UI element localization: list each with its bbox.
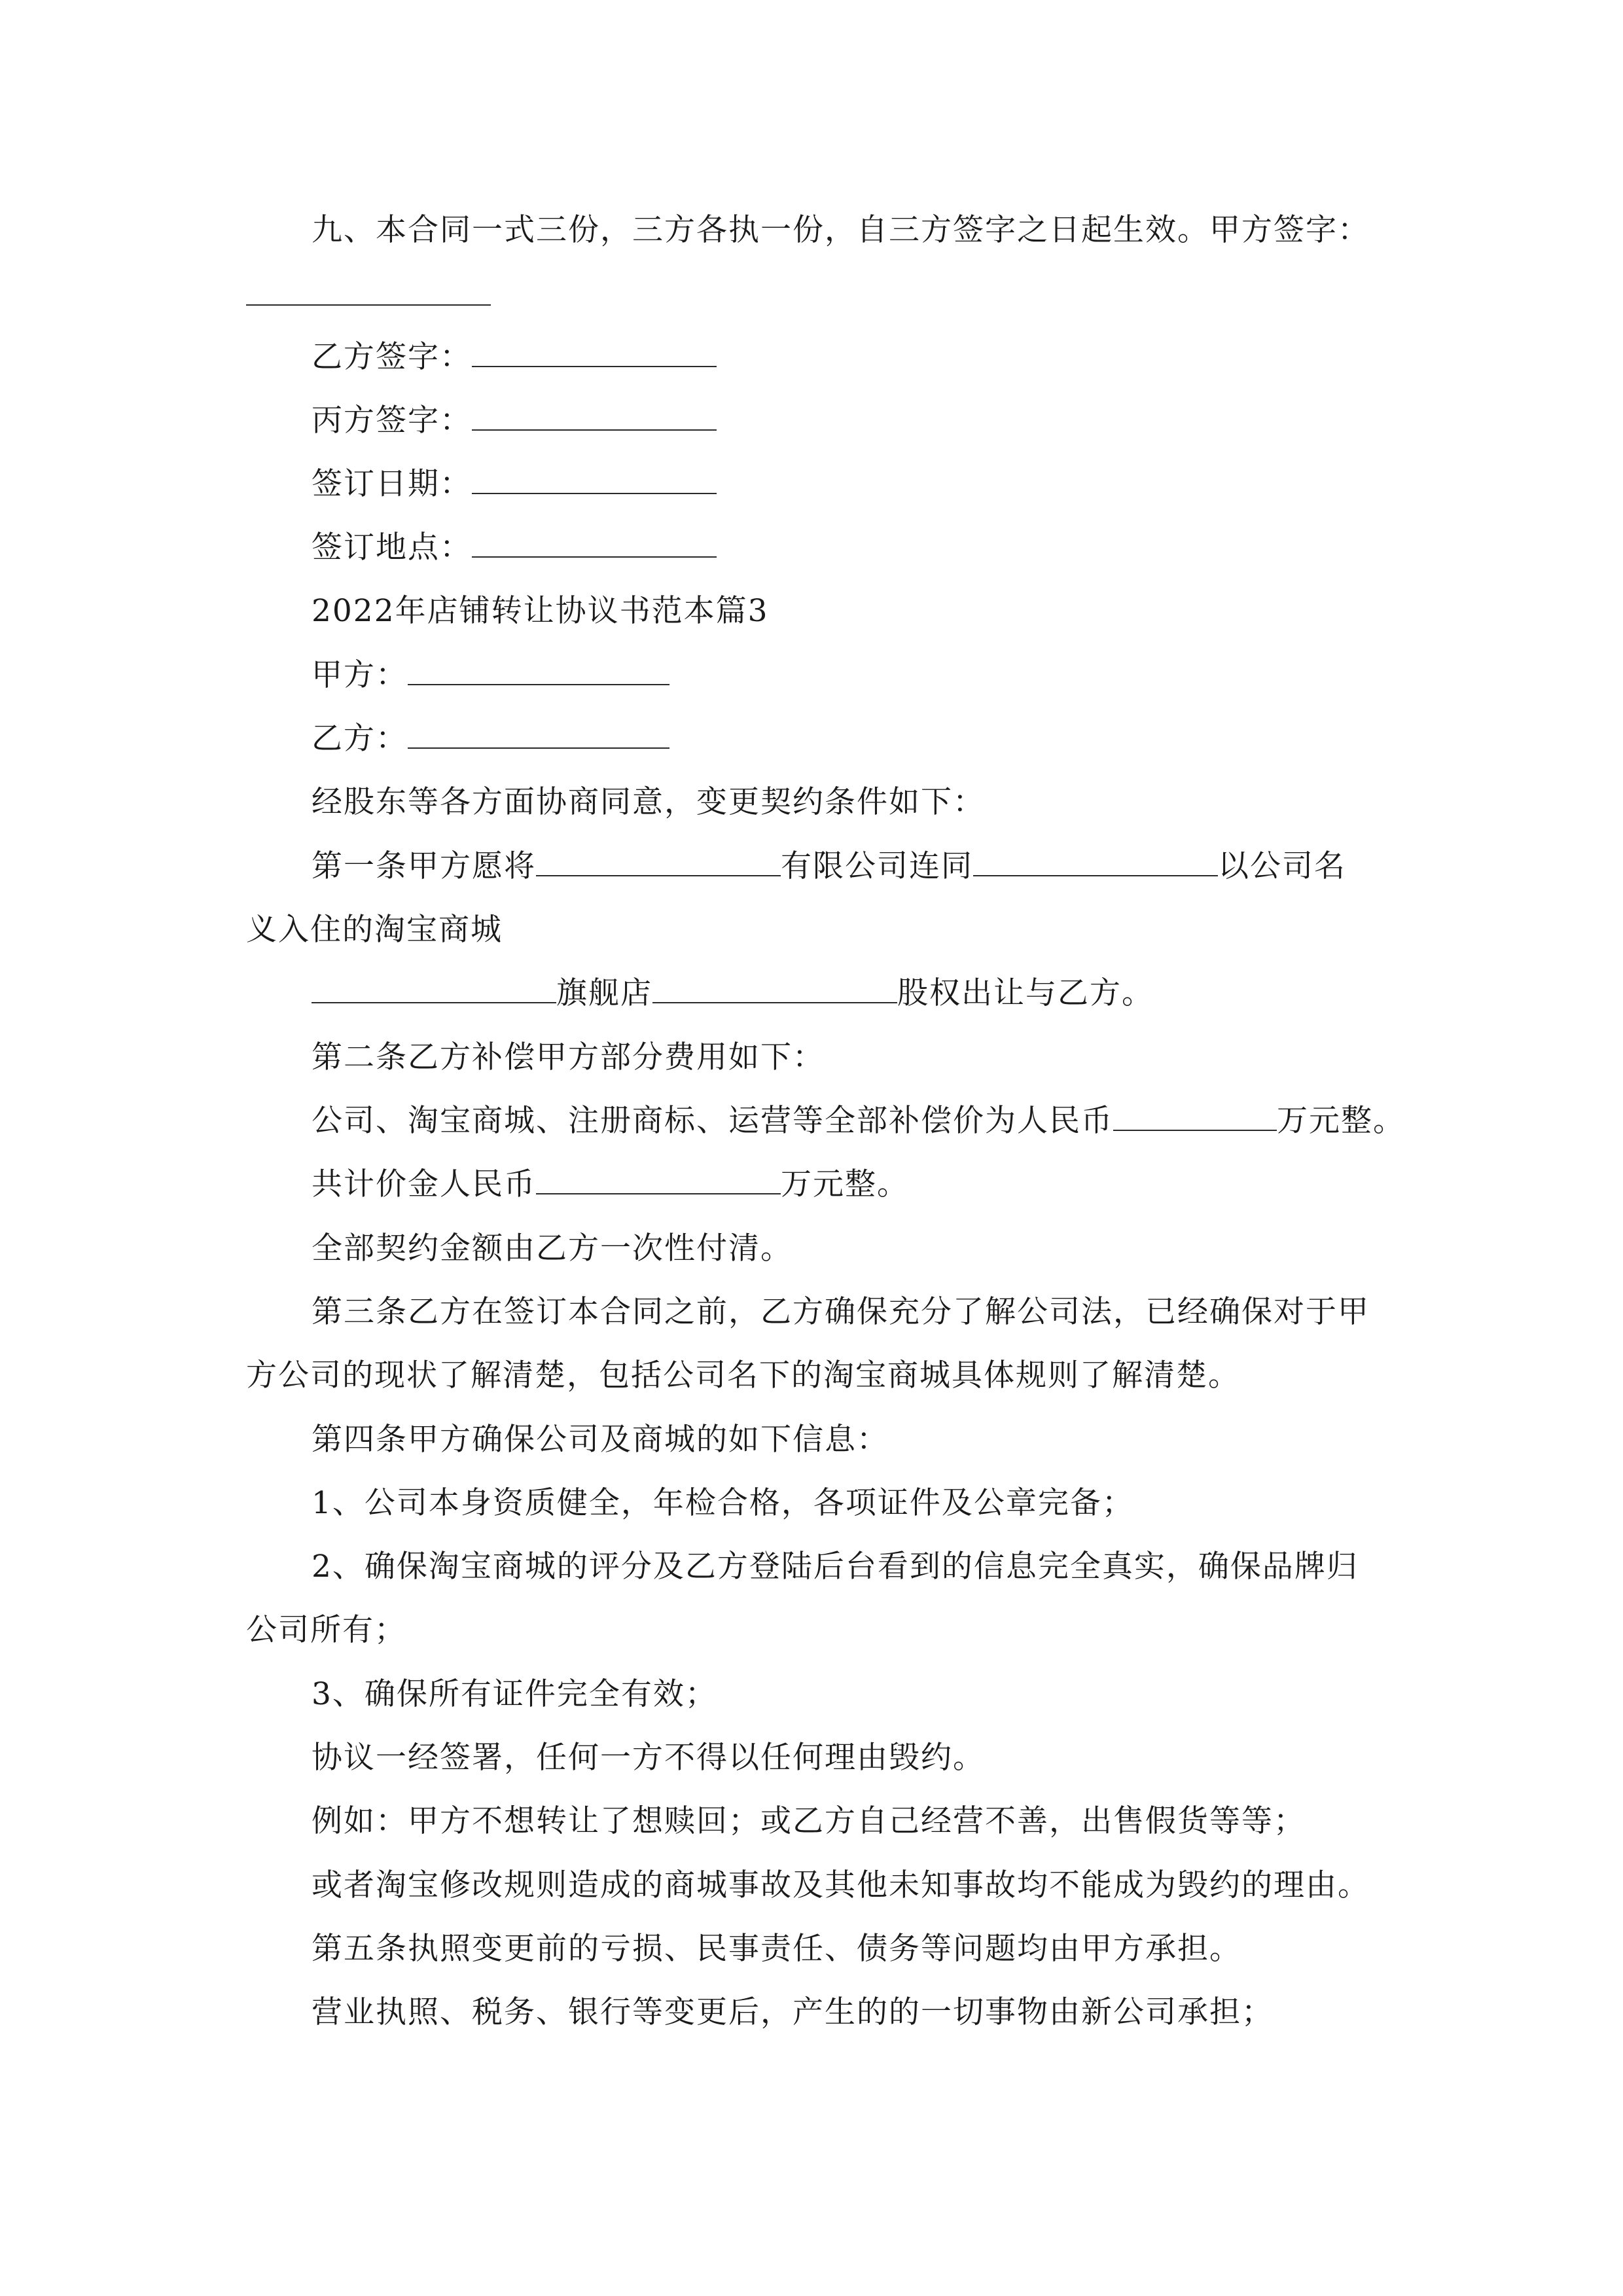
total-price-text: 共计价金人民币: [312, 1166, 536, 1202]
item-three-text: 3、确保所有证件完全有效；: [312, 1676, 717, 1712]
payment-text: 全部契约金额由乙方一次性付清。: [312, 1230, 793, 1266]
linked-item-blank[interactable]: [973, 850, 1218, 876]
compensation-line: [312, 1102, 1405, 1141]
clause-nine-line: [312, 211, 1370, 250]
article-one-continuation: [246, 910, 503, 950]
intro-text: 经股东等各方面协商同意，变更契约条件如下：: [312, 784, 985, 820]
article-three-text-1: 第三条乙方在签订本合同之前，乙方确保充分了解公司法，已经确保对于甲: [312, 1294, 1370, 1330]
party-c-signature-label: 丙方签字：: [312, 403, 472, 439]
section-heading-text: 2022年店铺转让协议书范本篇3: [312, 593, 769, 629]
party-b-label: 乙方：: [312, 721, 408, 757]
item-one-text: 1、公司本身资质健全，年检合格，各项证件及公章完备；: [312, 1485, 1134, 1521]
article-four-text: 第四条甲方确保公司及商城的如下信息：: [312, 1422, 889, 1458]
signing-place-blank[interactable]: [472, 531, 717, 558]
signing-date-label: 签订日期：: [312, 466, 472, 502]
article-two-heading: [312, 1038, 825, 1077]
total-price-blank[interactable]: [536, 1168, 781, 1194]
item-two-line-2: [246, 1611, 406, 1650]
payment-line: [312, 1229, 793, 1268]
party-c-signature-line: [312, 401, 717, 440]
no-breach-text: 协议一经签署，任何一方不得以任何理由毁约。: [312, 1740, 985, 1776]
rule-change-line: [312, 1866, 1370, 1905]
article-one-store-line: [312, 974, 1154, 1013]
store-name-blank[interactable]: [312, 977, 556, 1003]
signing-place-label: 签订地点：: [312, 529, 472, 565]
article-five-line: [312, 1929, 1241, 1969]
clause-nine-text: 九、本合同一式三份，三方各执一份，自三方签字之日起生效。甲方签字：: [312, 212, 1370, 248]
article-one-text-6: 股权出让与乙方。: [897, 975, 1154, 1011]
article-four-heading: [312, 1420, 889, 1460]
license-change-line: [312, 1993, 1274, 2032]
signing-date-line: [312, 465, 717, 504]
item-one-line: [312, 1484, 1134, 1523]
party-b-blank[interactable]: [408, 723, 669, 749]
article-three-text-2: 方公司的现状了解清楚，包括公司名下的淘宝商城具体规则了解清楚。: [246, 1357, 1240, 1393]
example-line: [312, 1802, 1306, 1841]
article-three-line-1: [312, 1293, 1370, 1332]
party-a-line: [312, 656, 669, 695]
article-one-text-1: 第一条甲方愿将: [312, 848, 536, 884]
article-two-text: 第二条乙方补偿甲方部分费用如下：: [312, 1039, 825, 1075]
party-b-line: [312, 719, 669, 759]
total-price-unit: 万元整。: [781, 1166, 909, 1202]
article-one-text-5: 旗舰店: [556, 975, 652, 1011]
article-one-line: [312, 847, 1346, 886]
party-b-signature-label: 乙方签字：: [312, 339, 472, 375]
section-heading: [312, 592, 769, 631]
compensation-unit: 万元整。: [1277, 1103, 1405, 1139]
party-c-signature-blank[interactable]: [472, 404, 717, 431]
article-five-text: 第五条执照变更前的亏损、民事责任、债务等问题均由甲方承担。: [312, 1931, 1241, 1967]
party-a-label: 甲方：: [312, 657, 408, 693]
article-one-text-2: 有限公司连同: [781, 848, 973, 884]
license-change-text: 营业执照、税务、银行等变更后，产生的的一切事物由新公司承担；: [312, 1994, 1274, 2030]
signing-date-blank[interactable]: [472, 468, 717, 494]
article-one-text-3: 以公司名: [1218, 848, 1346, 884]
party-b-signature-blank[interactable]: [472, 341, 717, 367]
equity-blank[interactable]: [652, 977, 897, 1003]
compensation-text: 公司、淘宝商城、注册商标、运营等全部补偿价为人民币: [312, 1103, 1113, 1139]
party-a-signature-blank[interactable]: [246, 304, 491, 306]
intro-paragraph: [312, 783, 985, 822]
signing-place-line: [312, 528, 717, 567]
party-b-signature-line: [312, 338, 717, 377]
article-one-text-4: 义入住的淘宝商城: [246, 912, 503, 948]
no-breach-line: [312, 1738, 985, 1778]
item-two-line-1: [312, 1547, 1359, 1587]
company-name-blank[interactable]: [536, 850, 781, 876]
item-three-line: [312, 1675, 717, 1714]
total-price-line: [312, 1165, 909, 1204]
compensation-amount-blank[interactable]: [1113, 1105, 1277, 1131]
item-two-text-2: 公司所有；: [246, 1612, 406, 1648]
article-three-line-2: [246, 1356, 1240, 1395]
item-two-text-1: 2、确保淘宝商城的评分及乙方登陆后台看到的信息完全真实，确保品牌归: [312, 1549, 1359, 1585]
example-text: 例如：甲方不想转让了想赎回；或乙方自己经营不善，出售假货等等；: [312, 1803, 1306, 1839]
rule-change-text: 或者淘宝修改规则造成的商城事故及其他未知事故均不能成为毁约的理由。: [312, 1867, 1370, 1903]
party-a-blank[interactable]: [408, 659, 669, 685]
